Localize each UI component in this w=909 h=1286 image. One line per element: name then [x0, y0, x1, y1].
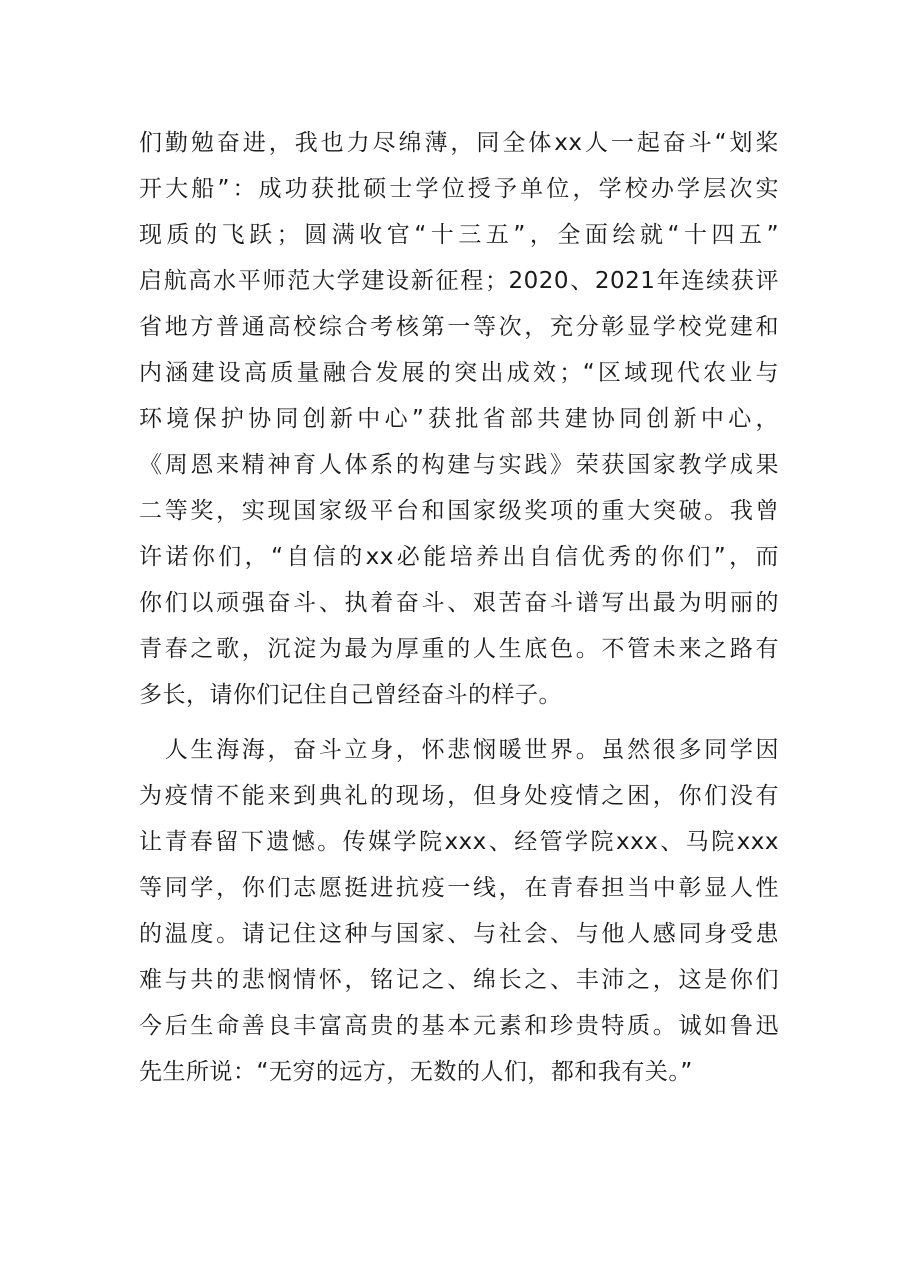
text-line: 多长，请你们记住自己曾经奋斗的样子。 [139, 682, 562, 708]
text-line: 省地方普通高校综合考核第一等次，充分彰显学校党建和 [139, 314, 779, 340]
text-line: 人生海海，奋斗立身，怀悲悯暖世界。虽然很多同学因 [139, 737, 779, 763]
text-line: 《周恩来精神育人体系的构建与实践》荣获国家教学成果 [139, 452, 779, 478]
text-line: 开大船”：成功获批硕士学位授予单位，学校办学层次实 [139, 176, 779, 202]
paragraph-2 [139, 727, 779, 1095]
text-line: 现质的飞跃；圆满收官“十三五”，全面绘就“十四五” [139, 222, 779, 248]
text-line: 你们以顽强奋斗、执着奋斗、艰苦奋斗谱写出最为明丽的 [139, 590, 779, 616]
text-line: 们勤勉奋进，我也力尽绵薄，同全体xx人一起奋斗“划桨 [139, 130, 779, 156]
text-line: 等同学，你们志愿挺进抗疫一线，在青春担当中彰显人性 [139, 875, 779, 901]
text-line: 青春之歌，沉淀为最为厚重的人生底色。不管未来之路有 [139, 636, 779, 662]
paragraph-1 [139, 120, 779, 718]
text-line: 启航高水平师范大学建设新征程；2020、2021年连续获评 [139, 268, 779, 294]
text-line: 为疫情不能来到典礼的现场，但身处疫情之困，你们没有 [139, 783, 779, 809]
text-line: 先生所说：“无穷的远方，无数的人们，都和我有关。” [139, 1059, 693, 1085]
text-line: 的温度。请记住这种与国家、与社会、与他人感同身受患 [139, 921, 779, 947]
text-line: 难与共的悲悯情怀，铭记之、绵长之、丰沛之，这是你们 [139, 967, 779, 993]
text-line: 二等奖，实现国家级平台和国家级奖项的重大突破。我曾 [139, 498, 779, 524]
text-line: 内涵建设高质量融合发展的突出成效；“区域现代农业与 [139, 360, 779, 386]
text-line: 环境保护协同创新中心”获批省部共建协同创新中心， [139, 406, 779, 432]
text-line: 许诺你们，“自信的xx必能培养出自信优秀的你们”，而 [139, 544, 779, 570]
text-line: 让青春留下遗憾。传媒学院xxx、经管学院xxx、马院xxx [139, 829, 779, 855]
text-line: 今后生命善良丰富高贵的基本元素和珍贵特质。诚如鲁迅 [139, 1013, 779, 1039]
